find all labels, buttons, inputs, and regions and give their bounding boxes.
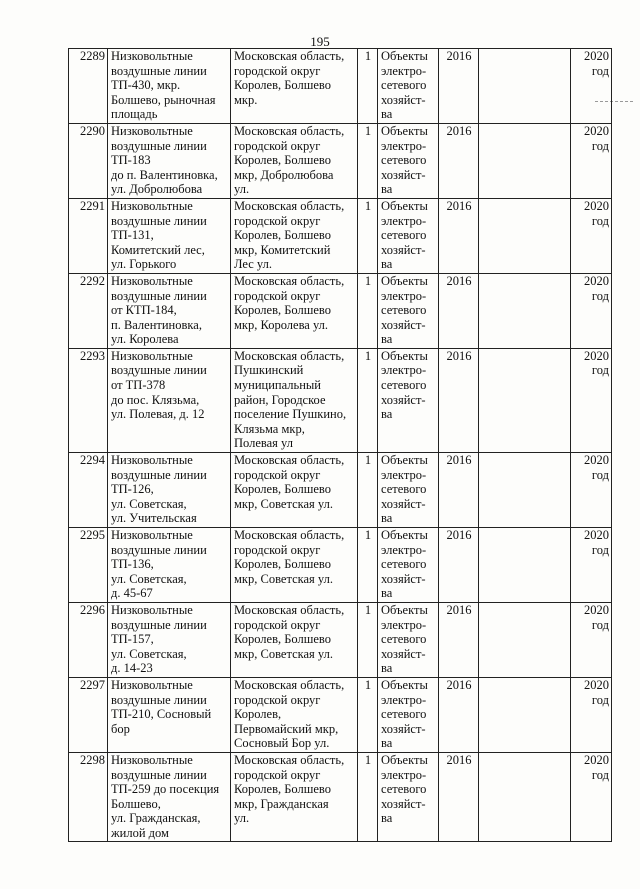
object-category: Объекты электро- сетевого хозяйст- ва xyxy=(378,453,439,528)
object-quantity: 1 xyxy=(358,602,378,677)
object-category: Объекты электро- сетевого хозяйст- ва xyxy=(378,752,439,842)
object-category: Объекты электро- сетевого хозяйст- ва xyxy=(378,273,439,348)
object-name: Низковольтные воздушные линии ТП-183 до п. Валентиновка, ул. Добролюбова xyxy=(108,123,231,198)
object-quantity: 1 xyxy=(358,198,378,273)
empty-cell xyxy=(479,198,571,273)
table-row xyxy=(69,123,612,198)
object-term: 2020 год xyxy=(571,123,612,198)
table-row xyxy=(69,49,612,124)
row-number: 2294 xyxy=(69,453,108,528)
object-name: Низковольтные воздушные линии ТП-131, Комитетский лес, ул. Горького xyxy=(108,198,231,273)
object-year: 2016 xyxy=(439,123,479,198)
table-row xyxy=(69,677,612,752)
object-category: Объекты электро- сетевого хозяйст- ва xyxy=(378,528,439,603)
empty-cell xyxy=(479,123,571,198)
object-term: 2020 год xyxy=(571,198,612,273)
object-year: 2016 xyxy=(439,677,479,752)
object-quantity: 1 xyxy=(358,752,378,842)
row-number: 2292 xyxy=(69,273,108,348)
table-row xyxy=(69,528,612,603)
object-year: 2016 xyxy=(439,348,479,452)
object-name: Низковольтные воздушные линии ТП-157, ул. Советская, д. 14-23 xyxy=(108,602,231,677)
object-quantity: 1 xyxy=(358,123,378,198)
empty-cell xyxy=(479,273,571,348)
object-name: Низковольтные воздушные линии от КТП-184, п. Валентиновка, ул. Королева xyxy=(108,273,231,348)
object-term: 2020 год xyxy=(571,348,612,452)
row-number: 2295 xyxy=(69,528,108,603)
empty-cell xyxy=(479,677,571,752)
table-row xyxy=(69,453,612,528)
object-quantity: 1 xyxy=(358,49,378,124)
object-name: Низковольтные воздушные линии ТП-126, ул. Советская, ул. Учительская xyxy=(108,453,231,528)
object-address: Московская область, городской округ Королев, Болшево мкр, Комитетский Лес ул. xyxy=(231,198,358,273)
object-category: Объекты электро- сетевого хозяйст- ва xyxy=(378,602,439,677)
row-number: 2290 xyxy=(69,123,108,198)
empty-cell xyxy=(479,348,571,452)
empty-cell xyxy=(479,49,571,124)
object-year: 2016 xyxy=(439,602,479,677)
object-category: Объекты электро- сетевого хозяйст- ва xyxy=(378,348,439,452)
object-address: Московская область, городской округ Королев, Первомайский мкр, Сосновый Бор ул. xyxy=(231,677,358,752)
object-quantity: 1 xyxy=(358,528,378,603)
object-quantity: 1 xyxy=(358,273,378,348)
object-year: 2016 xyxy=(439,273,479,348)
row-number: 2296 xyxy=(69,602,108,677)
object-name: Низковольтные воздушные линии ТП-136, ул. Советская, д. 45-67 xyxy=(108,528,231,603)
table-row xyxy=(69,198,612,273)
object-category: Объекты электро- сетевого хозяйст- ва xyxy=(378,198,439,273)
object-term: 2020 год xyxy=(571,273,612,348)
object-year: 2016 xyxy=(439,528,479,603)
object-term: 2020 год xyxy=(571,453,612,528)
object-term: 2020 год xyxy=(571,528,612,603)
object-year: 2016 xyxy=(439,752,479,842)
object-address: Московская область, городской округ Королев, Болшево мкр. xyxy=(231,49,358,124)
table-row xyxy=(69,752,612,842)
table-row xyxy=(69,273,612,348)
object-category: Объекты электро- сетевого хозяйст- ва xyxy=(378,49,439,124)
object-name: Низковольтные воздушные линии ТП-259 до посекция Болшево, ул. Гражданская, жилой дом xyxy=(108,752,231,842)
object-address: Московская область, городской округ Королев, Болшево мкр, Гражданская ул. xyxy=(231,752,358,842)
empty-cell xyxy=(479,528,571,603)
object-address: Московская область, городской округ Королев, Болшево мкр, Советская ул. xyxy=(231,453,358,528)
object-category: Объекты электро- сетевого хозяйст- ва xyxy=(378,677,439,752)
registry-table xyxy=(68,48,612,842)
table-row xyxy=(69,348,612,452)
object-term: 2020 год xyxy=(571,677,612,752)
empty-cell xyxy=(479,602,571,677)
object-quantity: 1 xyxy=(358,677,378,752)
object-term: 2020 год xyxy=(571,602,612,677)
object-name: Низковольтные воздушные линии от ТП-378 до пос. Клязьма, ул. Полевая, д. 12 xyxy=(108,348,231,452)
object-name: Низковольтные воздушные линии ТП-430, мкр. Болшево, рыночная площадь xyxy=(108,49,231,124)
object-address: Московская область, городской округ Королев, Болшево мкр, Советская ул. xyxy=(231,602,358,677)
object-address: Московская область, городской округ Королев, Болшево мкр, Советская ул. xyxy=(231,528,358,603)
object-year: 2016 xyxy=(439,453,479,528)
object-term: 2020 год xyxy=(571,49,612,124)
object-address: Московская область, Пушкинский муниципальный район, Городское поселение Пушкино, Клязьма мкр, Полевая ул xyxy=(231,348,358,452)
object-category: Объекты электро- сетевого хозяйст- ва xyxy=(378,123,439,198)
empty-cell xyxy=(479,752,571,842)
object-name: Низковольтные воздушные линии ТП-210, Сосновый бор xyxy=(108,677,231,752)
row-number: 2298 xyxy=(69,752,108,842)
table-row xyxy=(69,602,612,677)
page-number: 195 xyxy=(310,34,330,49)
object-quantity: 1 xyxy=(358,348,378,452)
row-number: 2297 xyxy=(69,677,108,752)
object-address: Московская область, городской округ Королев, Болшево мкр, Королева ул. xyxy=(231,273,358,348)
row-number: 2289 xyxy=(69,49,108,124)
object-address: Московская область, городской округ Королев, Болшево мкр, Добролюбова ул. xyxy=(231,123,358,198)
object-term: 2020 год xyxy=(571,752,612,842)
empty-cell xyxy=(479,453,571,528)
object-quantity: 1 xyxy=(358,453,378,528)
object-year: 2016 xyxy=(439,49,479,124)
object-year: 2016 xyxy=(439,198,479,273)
row-number: 2291 xyxy=(69,198,108,273)
registry-table-body xyxy=(69,49,612,842)
row-number: 2293 xyxy=(69,348,108,452)
